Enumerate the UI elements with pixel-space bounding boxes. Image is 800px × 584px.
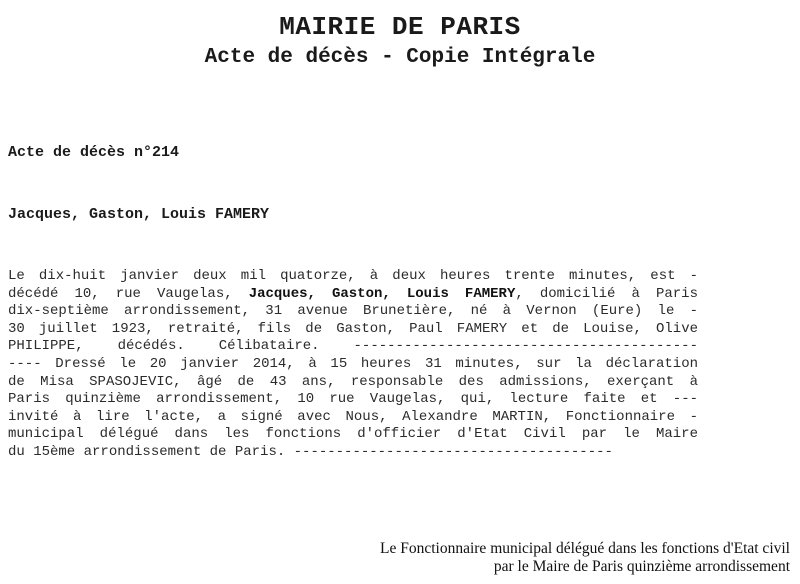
body-text-segment: décédé 10, rue Vaugelas,	[8, 285, 249, 302]
body-line: municipal délégué dans les fonctions d'officier d'Etat Civil par le Maire	[8, 426, 698, 443]
body-line	[8, 286, 698, 304]
body-text-segment: , domicilié à Paris	[515, 285, 698, 302]
act-number: Acte de décès n°214	[8, 144, 180, 161]
body-line: invité à lire l'acte, a signé avec Nous, Alexandre MARTIN, Fonctionnaire -	[8, 408, 698, 425]
body-line: de Misa SPASOJEVIC, âgé de 43 ans, responsable des admissions, exerçant à	[8, 373, 698, 390]
signature-line: Le Fonctionnaire municipal délégué dans les fonctions d'Etat civil	[380, 540, 790, 557]
act-body	[8, 268, 698, 462]
document-subtitle: Acte de décès - Copie Intégrale	[204, 46, 596, 69]
body-line: du 15ème arrondissement de Paris. --------------------------------------	[8, 443, 613, 460]
deceased-name-inline: Jacques, Gaston, Louis FAMERY	[248, 285, 516, 302]
body-line: 30 juillet 1923, retraité, fils de Gaston, Paul FAMERY et de Louise, Olive	[8, 320, 698, 337]
body-line: Le dix-huit janvier deux mil quatorze, à deux heures trente minutes, est -	[8, 268, 698, 284]
signature-line: par le Maire de Paris quinzième arrondissement	[493, 558, 790, 575]
body-line: dix-septième arrondissement, 31 avenue Brunetière, né à Vernon (Eure) le -	[8, 303, 698, 320]
body-line: Paris quinzième arrondissement, 10 rue Vaugelas, qui, lecture faite et ---	[8, 391, 698, 408]
body-line: ---- Dressé le 20 janvier 2014, à 15 heures 31 minutes, sur la déclaration	[8, 355, 698, 372]
document-title: MAIRIE DE PARIS	[279, 12, 521, 42]
signature-block	[380, 540, 790, 576]
body-line: PHILIPPE, décédés. Célibataire. -----------------------------------------	[8, 338, 698, 355]
deceased-name: Jacques, Gaston, Louis FAMERY	[8, 206, 270, 223]
